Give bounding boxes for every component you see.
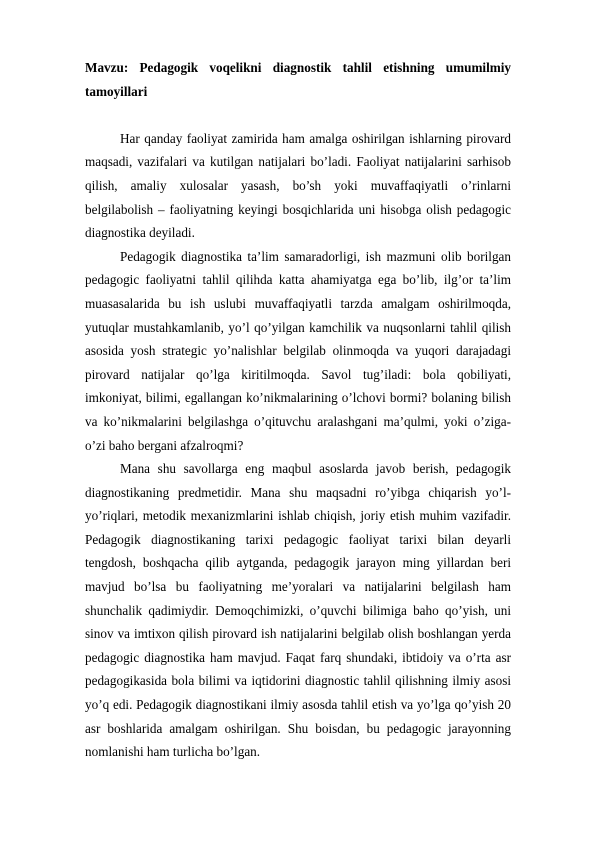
paragraph-2: Pedagogik diagnostika ta’lim samaradorligi, ish mazmuni olib borilgan pedagogic faoliyatni tahlil qilihda katta ahamiyatga ega bo’lib, ilg’or ta’lim muasasalarida bu ish uslubi muvaffaqiyatli tarzda amalgam oshirilmoqda, yutuqlar mustahkamlanib, yo’l qo’yilgan kamchilik va nuqsonlarni tahlil qilish asosida yosh strategic yo’nalishlar belgilab olinmoqda va yuqori darajadagi pirovard natijalar qo’lga kiritilmoqda. Savol tug’iladi: bola qobiliyati, imkoniyat, bilimi, egallangan ko’nikmalarining o’lchovi bormi? bolaning bilish va ko’nikmalarini belgilashga o’qituvchu aralashgani ma’qulmi, yoki o’ziga-o’zi baho bergani afzalroqmi? xyxy=(85,248,511,453)
document-page xyxy=(85,56,511,764)
paragraph-1: Har qanday faoliyat zamirida ham amalga oshirilgan ishlarning pirovard maqsadi, vazifalari va kutilgan natijalari bo’ladi. Faoliyat natijalarini sarhisob qilish, amaliy xulosalar yasash, bo’sh yoki muvaffaqiyatli o’rinlarni belgilabolish – faoliyatning keyingi bosqichlarida uni hisobga olish pedagogic diagnostika deyiladi. xyxy=(85,130,511,241)
paragraph-3: Mana shu savollarga eng maqbul asoslarda javob berish, pedagogik diagnostikaning predmetidir. Mana shu maqsadni ro’yibga chiqarish yo’l-yo’riqlari, metodik mexanizmlarini ishlab chiqish, joriy etish muhim vazifadir. Pedagogik diagnostikaning tarixi pedagogic faoliyat tarixi bilan deyarli tengdosh, boshqacha qilib aytganda, pedagogik jarayon ming yillardan beri mavjud bo’lsa bu faoliyatning me’yoralari va natijalarini belgilash ham shunchalik qadimiydir. Demoqchimizki, o’quvchi bilimiga baho qo’yish, uni sinov va imtixon qilish pirovard ish natijalarini belgilab olish boshlangan yerda pedagogic diagnostika ham mavjud. Faqat farq shundaki, ibtidoiy va o’rta asr pedagogikasida bola bilimi va iqtidorini diagnostic tahlil qilishning ilmiy asosi yo’q edi. Pedagogik diagnostikani ilmiy asosda tahlil etish va yo’lga qo’yish 20 asr boshlarida amalgam oshirilgan. Shu boisdan, bu pedagogic jarayonning nomlanishi ham turlicha bo’lgan. xyxy=(85,461,511,760)
document-title: Mavzu: Pedagogik voqelikni diagnostik tahlil etishning umumilmiy tamoyillari xyxy=(85,60,511,99)
